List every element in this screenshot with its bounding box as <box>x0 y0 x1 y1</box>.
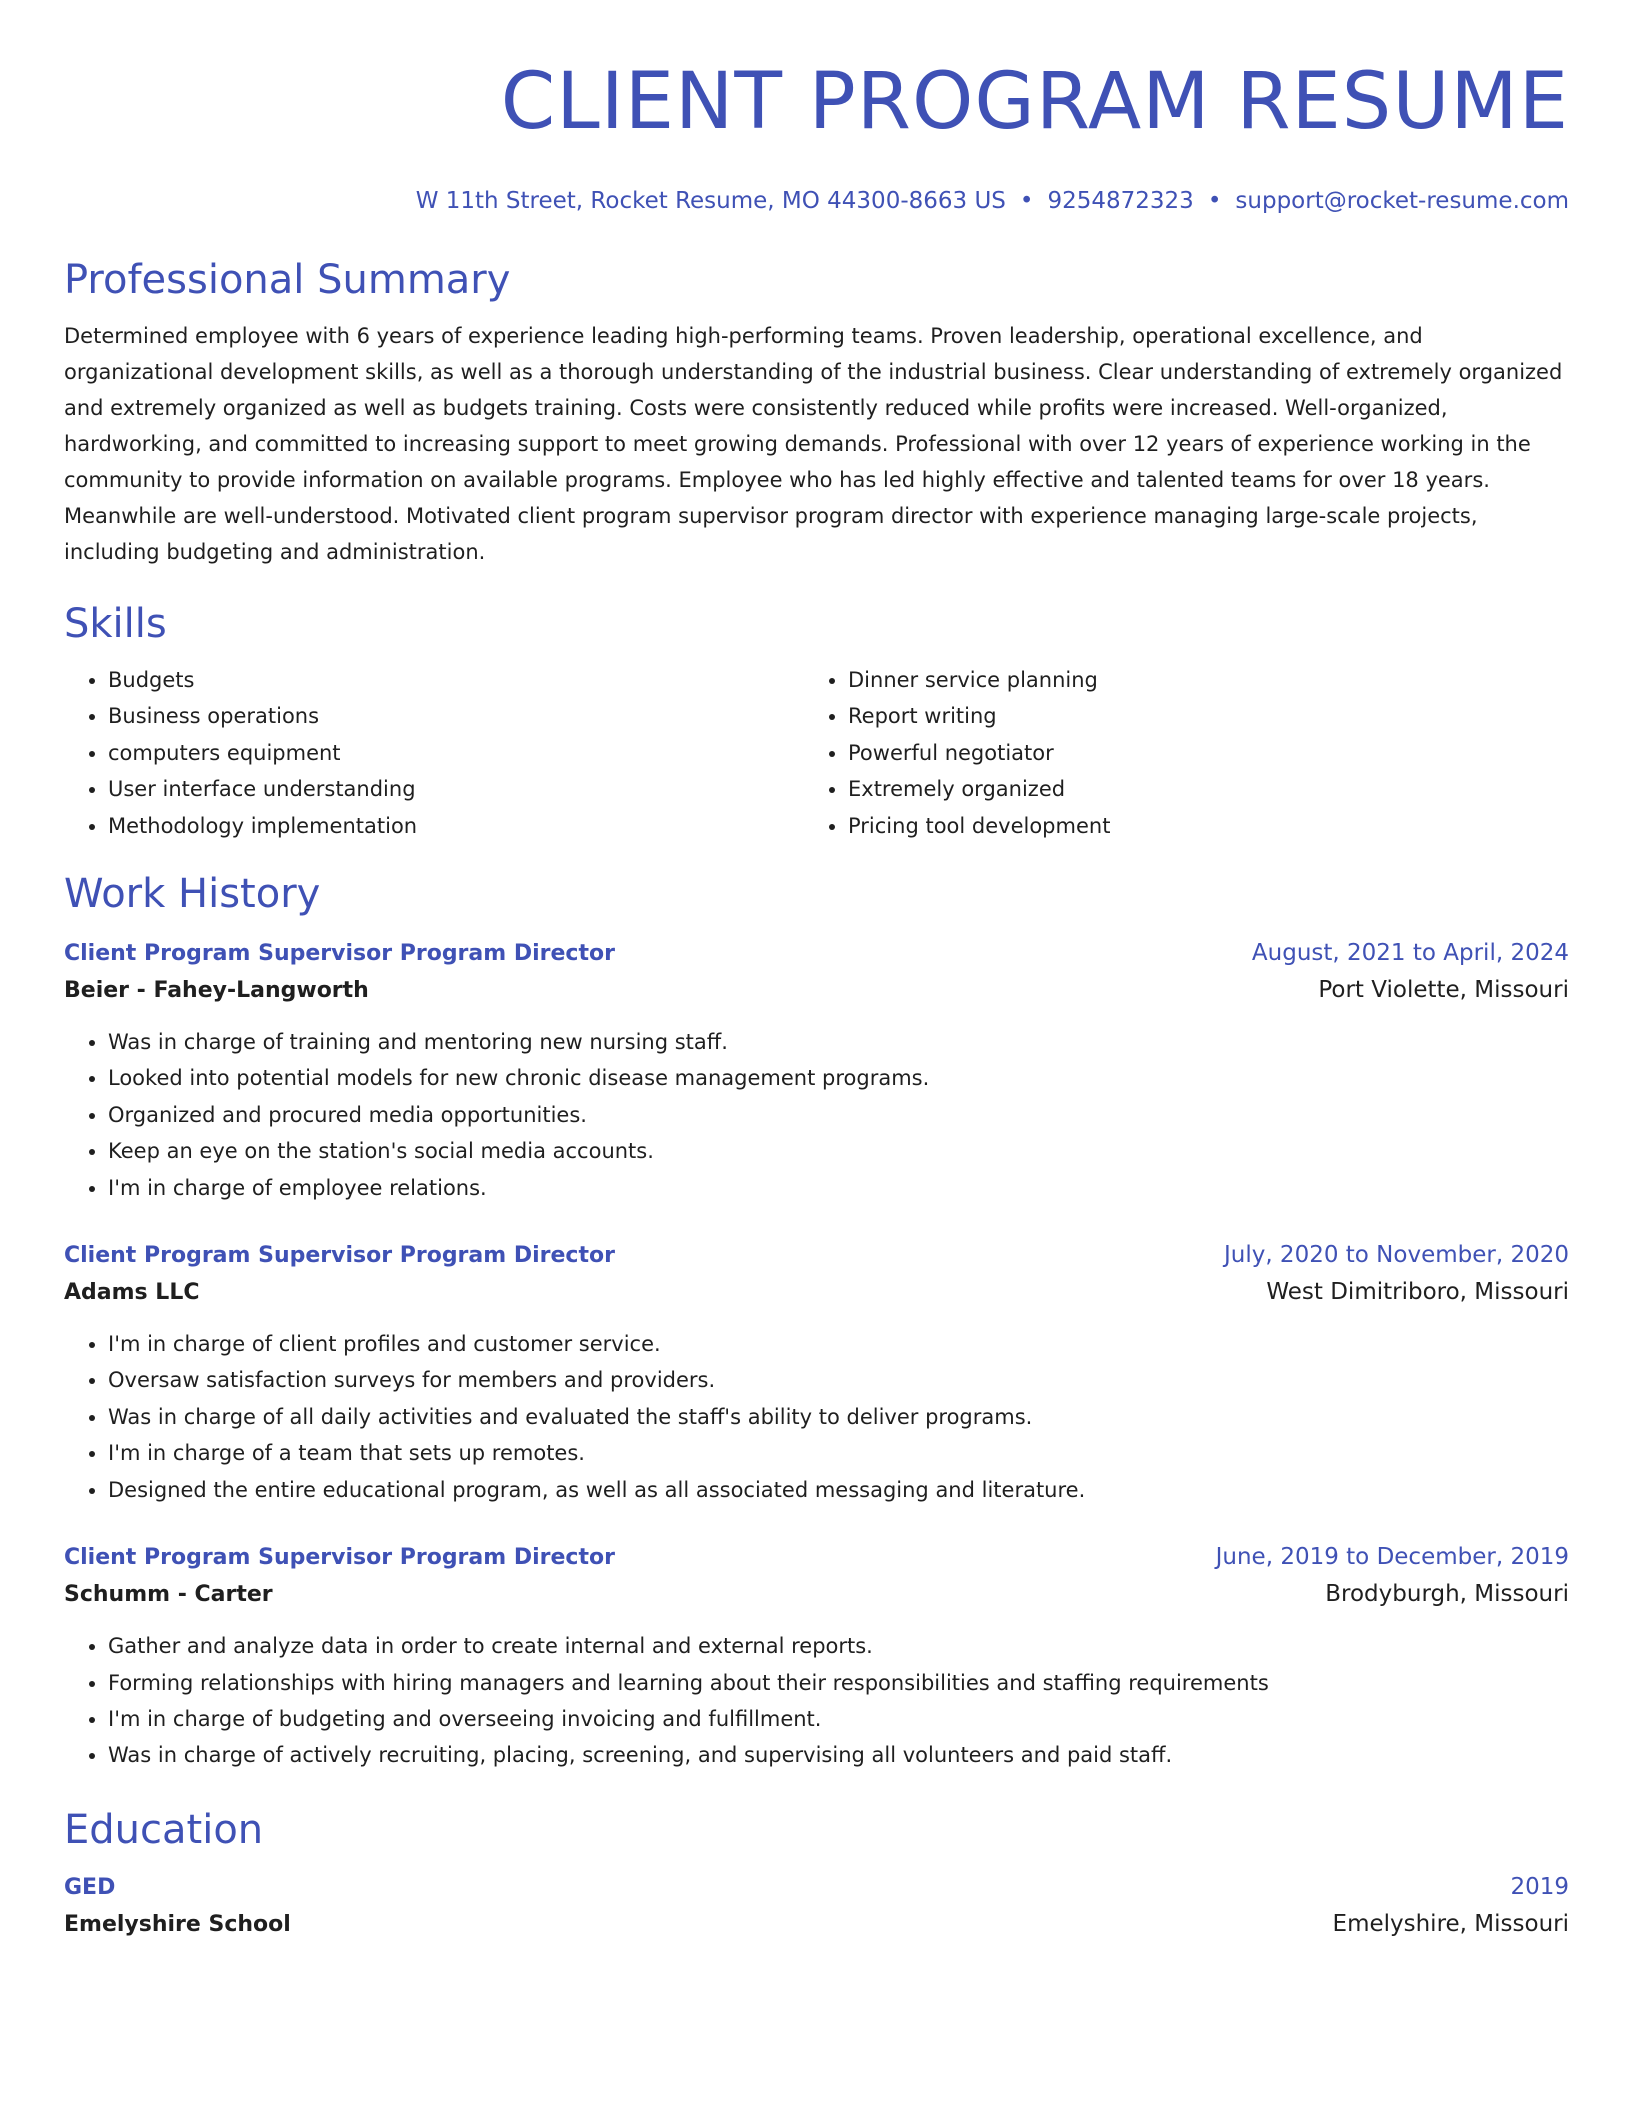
job-entry <box>64 1540 1569 1774</box>
job-header-row <box>64 1540 1569 1575</box>
job-bullet: • I'm in charge of employee relations. <box>108 1170 1569 1206</box>
education-heading: Education <box>64 1806 264 1853</box>
skill-item: • Dinner service planning <box>848 662 1544 698</box>
job-bullet: • I'm in charge of a team that sets up remotes. <box>108 1435 1569 1471</box>
job-company: Beier - Fahey-Langworth <box>64 978 369 1004</box>
work-history-section <box>64 868 1569 1774</box>
job-dates: August, 2021 to April, 2024 <box>1251 940 1569 967</box>
job-bullet: • Organized and procured media opportunities. <box>108 1097 1569 1133</box>
education-location: Emelyshire, Missouri <box>1332 1910 1569 1937</box>
job-company-row <box>64 1575 1569 1614</box>
summary-text: Determined employee with 6 years of experience leading high-performing teams. Proven leadership, operational excellence, and organizational development skills, as well as a thorough understanding of the industrial business. Clear understanding of extremely organized and extremely organized as well as budgets training. Costs were consistently reduced while profits were increased. Well-organized, hardworking, and committed to increasing support to meet growing demands. Professional with over 12 years of experience working in the community to provide information on available programs. Employee who has led highly effective and talented teams for over 18 years. Meanwhile are well-understood. Motivated client program supervisor program director with experience managing large-scale projects, including budgeting and administration. <box>64 324 1563 564</box>
job-bullet: • Oversaw satisfaction surveys for members and providers. <box>108 1362 1569 1398</box>
education-school-row <box>64 1905 1569 1944</box>
job-bullet: • I'm in charge of budgeting and overseeing invoicing and fulfillment. <box>108 1701 1569 1737</box>
job-dates: July, 2020 to November, 2020 <box>1223 1242 1569 1269</box>
job-bullet: • Forming relationships with hiring managers and learning about their responsibilities and staffing requirements <box>108 1665 1569 1701</box>
summary-heading: Professional Summary <box>64 257 511 303</box>
education-section <box>64 1804 1569 1944</box>
skills-heading: Skills <box>64 601 167 647</box>
job-bullet: • Keep an eye on the station's social media accounts. <box>108 1133 1569 1169</box>
education-header-row <box>64 1870 1569 1905</box>
job-company-row <box>64 1273 1569 1312</box>
skill-item: • Budgets <box>108 662 804 698</box>
resume-name: CLIENT PROGRAM RESUME <box>500 57 1569 147</box>
job-entry <box>64 1238 1569 1508</box>
skills-column-left <box>64 662 804 844</box>
job-company: Adams LLC <box>64 1280 200 1306</box>
skills-grid <box>64 662 1569 844</box>
job-company-row <box>64 971 1569 1010</box>
summary-section <box>64 254 1569 570</box>
education-degree: GED <box>64 1874 116 1900</box>
skill-item: • Pricing tool development <box>848 808 1544 844</box>
job-title: Client Program Supervisor Program Director <box>64 1243 615 1269</box>
contact-address: W 11th Street, Rocket Resume, MO 44300-8663 US <box>415 188 1006 214</box>
job-dates: June, 2019 to December, 2019 <box>1215 1544 1569 1571</box>
job-bullet: • Was in charge of training and mentoring new nursing staff. <box>108 1024 1569 1060</box>
skill-item: • computers equipment <box>108 735 804 771</box>
job-location: West Dimitriboro, Missouri <box>1266 1279 1569 1306</box>
job-bullets <box>64 1628 1569 1774</box>
skill-item: • User interface understanding <box>108 771 804 807</box>
skill-item: • Report writing <box>848 698 1544 734</box>
job-bullet: • Was in charge of actively recruiting, placing, screening, and supervising all volunteers and paid staff. <box>108 1737 1569 1773</box>
job-bullets <box>64 1024 1569 1206</box>
contact-line <box>64 186 1569 216</box>
skills-section <box>64 598 1569 844</box>
skill-item: • Methodology implementation <box>108 808 804 844</box>
skill-item: • Powerful negotiator <box>848 735 1544 771</box>
skill-item: • Extremely organized <box>848 771 1544 807</box>
contact-email: support@rocket-resume.com <box>1235 188 1569 214</box>
contact-separator: • <box>1019 188 1034 214</box>
job-bullet: • Was in charge of all daily activities and evaluated the staff's ability to deliver programs. <box>108 1399 1569 1435</box>
job-location: Port Violette, Missouri <box>1318 977 1569 1004</box>
skills-column-right <box>804 662 1544 844</box>
job-bullet: • Gather and analyze data in order to create internal and external reports. <box>108 1628 1569 1664</box>
contact-separator: • <box>1207 188 1222 214</box>
job-location: Brodyburgh, Missouri <box>1325 1581 1569 1608</box>
skill-item: • Business operations <box>108 698 804 734</box>
work-history-heading: Work History <box>64 871 321 918</box>
education-year: 2019 <box>1510 1873 1569 1900</box>
job-bullets <box>64 1326 1569 1508</box>
contact-phone: 9254872323 <box>1047 188 1194 214</box>
job-bullet: • Designed the entire educational program, as well as all associated messaging and literature. <box>108 1472 1569 1508</box>
job-bullet: • Looked into potential models for new chronic disease management programs. <box>108 1060 1569 1096</box>
job-title: Client Program Supervisor Program Director <box>64 941 615 967</box>
education-school: Emelyshire School <box>64 1911 291 1937</box>
resume-header <box>64 54 1569 216</box>
job-entry <box>64 936 1569 1206</box>
job-company: Schumm - Carter <box>64 1582 273 1608</box>
job-title: Client Program Supervisor Program Director <box>64 1545 615 1571</box>
job-bullet: • I'm in charge of client profiles and customer service. <box>108 1326 1569 1362</box>
education-entry <box>64 1870 1569 1944</box>
job-header-row <box>64 1238 1569 1273</box>
job-header-row <box>64 936 1569 971</box>
